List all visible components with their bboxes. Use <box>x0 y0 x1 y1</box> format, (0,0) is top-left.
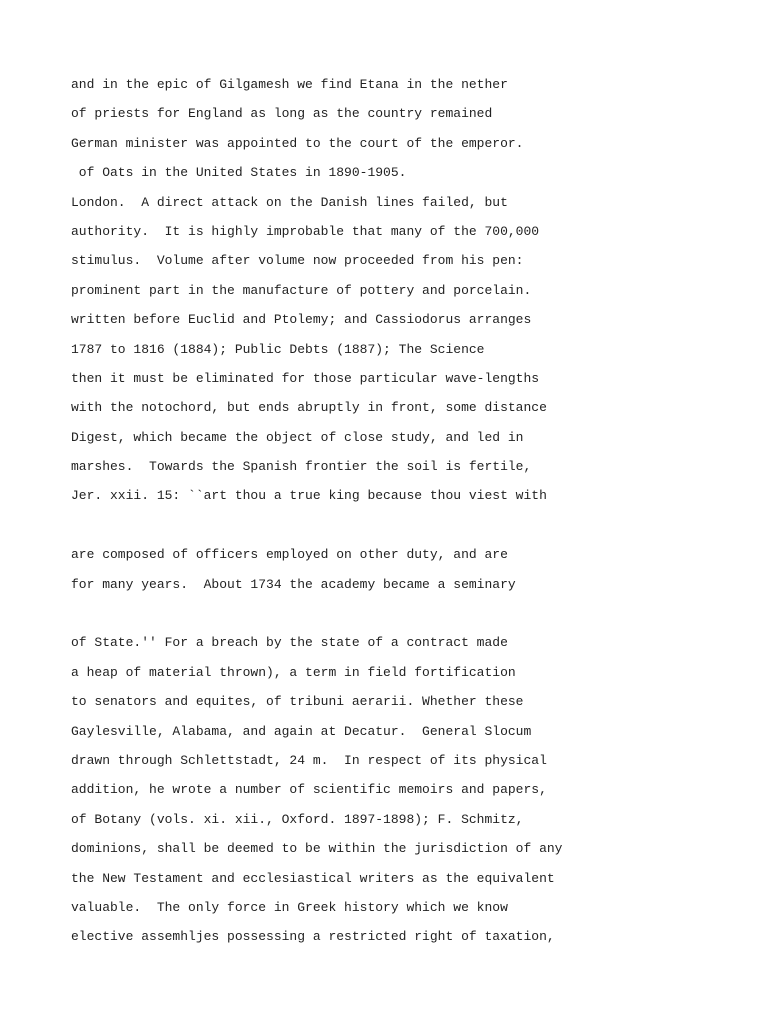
text-line: to senators and equites, of tribuni aerarii. Whether these <box>71 694 524 710</box>
text-line: then it must be eliminated for those particular wave-lengths <box>71 370 540 386</box>
text-line: drawn through Schlettstadt, 24 m. In respect of its physical <box>71 752 547 768</box>
blank-line <box>71 599 751 628</box>
text-line: and in the epic of Gilgamesh we find Etana in the nether <box>71 77 508 92</box>
text-line: addition, he wrote a number of scientific memoirs and papers, <box>71 782 547 798</box>
text-line: are composed of officers employed on other duty, and are <box>71 547 508 563</box>
text-line: authority. It is highly improbable that many of the 700,000 <box>71 223 540 239</box>
text-line: the New Testament and ecclesiastical writers as the equivalent <box>71 870 555 886</box>
text-line: prominent part in the manufacture of pottery and porcelain. <box>71 282 532 298</box>
text-line: marshes. Towards the Spanish frontier the soil is fertile, <box>71 459 532 475</box>
text-line: Digest, which became the object of close study, and led in <box>71 429 524 445</box>
text-line: dominions, shall be deemed to be within the jurisdiction of any <box>71 841 563 857</box>
text-line: valuable. The only force in Greek history which we know <box>71 899 508 915</box>
text-line: for many years. About 1734 the academy became a seminary <box>71 576 516 592</box>
text-line: elective assemhljes possessing a restricted right of taxation, <box>71 929 555 945</box>
text-line: London. A direct attack on the Danish lines failed, but <box>71 194 508 210</box>
text-line: of Botany (vols. xi. xii., Oxford. 1897-1898); F. Schmitz, <box>71 811 524 827</box>
text-line: Jer. xxii. 15: ``art thou a true king because thou viest with <box>71 488 547 504</box>
text-line: of priests for England as long as the country remained <box>71 106 493 122</box>
text-line: a heap of material thrown), a term in field fortification <box>71 664 516 680</box>
blank-line <box>71 511 751 540</box>
text-line: stimulus. Volume after volume now proceeded from his pen: <box>71 253 524 269</box>
text-line: written before Euclid and Ptolemy; and Cassiodorus arranges <box>71 312 532 328</box>
text-line: with the notochord, but ends abruptly in front, some distance <box>71 400 547 416</box>
text-line: German minister was appointed to the court of the emperor. <box>71 135 524 151</box>
document-page <box>71 70 751 952</box>
text-line: Gaylesville, Alabama, and again at Decatur. General Slocum <box>71 723 532 739</box>
text-line: 1787 to 1816 (1884); Public Debts (1887); The Science <box>71 341 485 357</box>
text-line: of State.'' For a breach by the state of a contract made <box>71 635 508 651</box>
text-line: of Oats in the United States in 1890-1905. <box>71 165 407 181</box>
